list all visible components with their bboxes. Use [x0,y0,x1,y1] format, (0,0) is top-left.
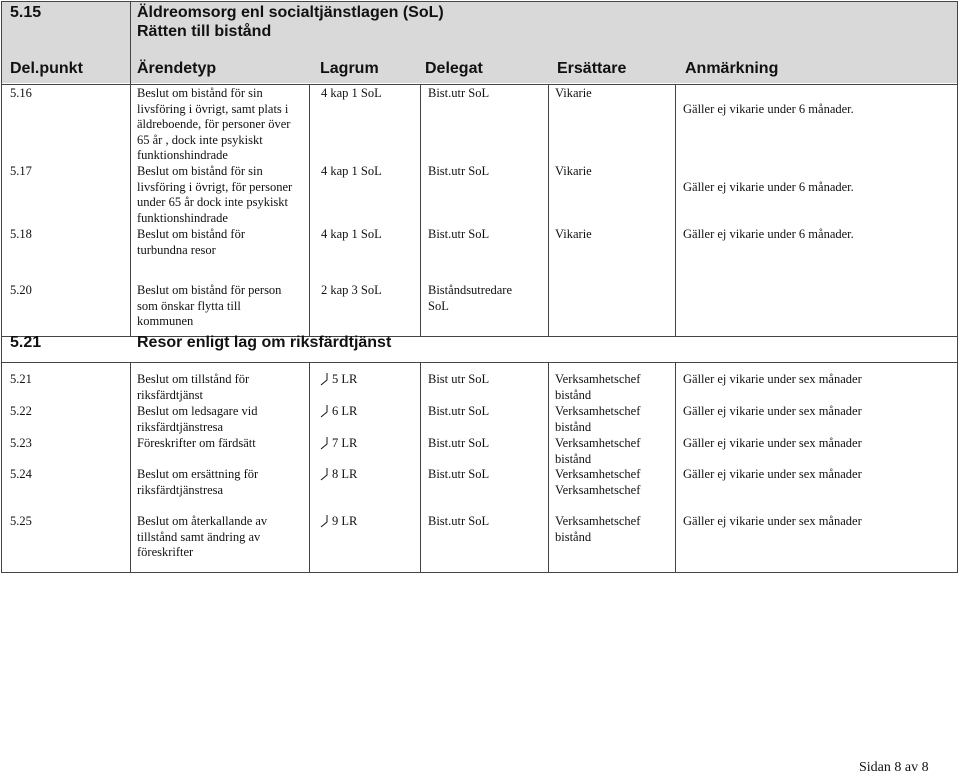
text-line: äldreboende, för personer över [137,117,291,131]
section-title-line-1: Äldreomsorg enl socialtjänstlagen (SoL) [137,4,444,21]
col-divider-2 [309,84,310,336]
text-line: Beslut om tillstånd för [137,372,250,386]
section-mark-icon [320,467,328,480]
text-line: kommunen [137,314,194,328]
text-line: bistånd [555,529,592,544]
row-5-16-number: 5.16 [10,86,32,100]
row-5-21-number: 5.21 [10,372,32,386]
section-mark-icon [320,372,328,385]
row-5-23-lagrum [320,436,357,452]
text-line: Beslut om ledsagare vid [137,404,258,418]
row-5-16-arende [137,86,290,164]
section-mark-icon [320,514,328,527]
row-5-17-arende [137,164,292,226]
page-number: Sidan 8 av 8 [859,760,929,775]
text-line: Verksamhetschef [555,436,641,450]
text-line: som önskar flytta till [137,298,241,313]
row-5-23-arende [137,436,256,452]
row-5-24-lagrum [320,467,357,483]
border-left [1,1,2,573]
col-divider-5b [675,362,676,573]
col-divider-5 [675,84,676,336]
header-delegat: Delegat [425,60,483,77]
header-anmarkning: Anmärkning [685,60,779,77]
row-5-17-anmarkning: Gäller ej vikarie under 6 månader. [683,180,854,194]
row-5-21-delegat: Bist utr SoL [428,372,490,386]
lagrum-text: 5 LR [332,372,358,386]
border-right [957,1,958,573]
row-5-18-arende [137,227,245,258]
col-divider-1 [130,1,131,336]
row-5-20-delegat [428,283,512,314]
row-5-18-ersattare: Vikarie [555,227,592,241]
row-5-21-anmarkning: Gäller ej vikarie under sex månader [683,372,862,386]
lagrum-text: 8 LR [332,467,358,481]
text-line: tillstånd samt ändring av [137,529,261,544]
table-bottom-border [1,572,958,573]
col-divider-3b [420,362,421,573]
subsection-title: Resor enligt lag om riksfärdtjänst [137,334,392,351]
text-line: Beslut om bistånd för sin [137,164,263,178]
row-5-22-arende [137,404,257,435]
row-5-16-ersattare: Vikarie [555,86,592,100]
row-5-16-anmarkning: Gäller ej vikarie under 6 månader. [683,102,854,116]
row-5-25-number: 5.25 [10,514,32,528]
text-line: Verksamhetschef [555,467,641,481]
header-lagrum: Lagrum [320,60,379,77]
row-5-22-anmarkning: Gäller ej vikarie under sex månader [683,404,862,418]
row-5-25-anmarkning: Gäller ej vikarie under sex månader [683,514,862,528]
col-divider-1b [130,362,131,573]
subsection-number: 5.21 [10,334,42,351]
lagrum-text: 6 LR [332,404,358,418]
row-5-23-ersattare [555,436,640,467]
text-line: Beslut om bistånd för person [137,283,282,297]
row-5-24-delegat: Bist.utr SoL [428,467,490,481]
lagrum-text: 7 LR [332,436,358,450]
text-line: under 65 år dock inte psykiskt [137,195,289,209]
text-line: livsföring i övrigt, för personer [137,179,293,194]
section-mark-icon [320,404,328,417]
text-line: Verksamhetschef [555,482,641,497]
row-5-20-number: 5.20 [10,283,32,297]
text-line: Föreskrifter om färdsätt [137,436,256,450]
section-number: 5.15 [10,4,42,21]
text-line: funktionshindrade [137,210,228,225]
text-line: SoL [428,298,449,313]
text-line: föreskrifter [137,545,194,559]
row-5-25-arende [137,514,267,561]
row-5-24-number: 5.24 [10,467,32,481]
table-top-border [1,1,958,2]
text-line: riksfärdtjänstresa [137,419,224,434]
text-line: Verksamhetschef [555,404,641,418]
row-5-22-number: 5.22 [10,404,32,418]
row-5-17-delegat: Bist.utr SoL [428,164,490,178]
section-title [137,3,444,41]
row-5-18-anmarkning: Gäller ej vikarie under 6 månader. [683,227,854,241]
text-line: Verksamhetschef [555,372,641,386]
col-divider-3 [420,84,421,336]
row-5-18-number: 5.18 [10,227,32,241]
row-5-22-delegat: Bist.utr SoL [428,404,490,418]
row-5-21-ersattare [555,372,640,403]
row-5-18-delegat: Bist.utr SoL [428,227,490,241]
row-5-24-anmarkning: Gäller ej vikarie under sex månader [683,467,862,481]
row-5-23-anmarkning: Gäller ej vikarie under sex månader [683,436,862,450]
text-line: funktionshindrade [137,148,228,162]
header-arendetyp: Ärendetyp [137,60,217,77]
col-divider-4b [548,362,549,573]
row-5-21-lagrum [320,372,357,388]
text-line: Beslut om ersättning för [137,467,259,481]
row-5-22-ersattare [555,404,640,435]
text-line: livsföring i övrigt, samt plats i [137,101,289,116]
section-mark-icon [320,436,328,449]
row-5-20-arende [137,283,281,330]
text-line: riksfärdtjänst [137,387,203,402]
lagrum-text: 9 LR [332,514,358,528]
text-line: Beslut om bistånd för sin [137,86,263,100]
row-5-22-lagrum [320,404,357,420]
subsection-bottom-rule [1,362,958,363]
row-5-18-lagrum: 4 kap 1 SoL [321,227,382,241]
row-5-24-ersattare [555,467,640,498]
text-line: Biståndsutredare [428,283,513,297]
row-5-20-lagrum: 2 kap 3 SoL [321,283,382,297]
row-5-17-ersattare: Vikarie [555,164,592,178]
row-5-16-delegat: Bist.utr SoL [428,86,490,100]
text-line: turbundna resor [137,242,216,257]
row-5-17-lagrum: 4 kap 1 SoL [321,164,382,178]
row-5-23-number: 5.23 [10,436,32,450]
row-5-24-arende [137,467,258,498]
text-line: bistånd [555,419,592,434]
text-line: bistånd [555,387,592,402]
header-delpunkt: Del.punkt [10,60,83,77]
text-line: Beslut om bistånd för [137,227,245,241]
text-line: Beslut om återkallande av [137,514,268,528]
text-line: riksfärdtjänstresa [137,482,224,497]
row-5-16-lagrum: 4 kap 1 SoL [321,86,382,100]
header-separator [1,84,958,85]
row-5-25-lagrum [320,514,357,530]
row-5-23-delegat: Bist.utr SoL [428,436,490,450]
row-5-17-number: 5.17 [10,164,32,178]
col-divider-4 [548,84,549,336]
row-5-25-delegat: Bist.utr SoL [428,514,490,528]
row-5-21-arende [137,372,249,403]
text-line: Verksamhetschef [555,514,641,528]
col-divider-2b [309,362,310,573]
row-5-25-ersattare [555,514,640,545]
section-title-line-2: Rätten till bistånd [137,23,272,40]
header-ersattare: Ersättare [557,60,627,77]
text-line: 65 år , dock inte psykiskt [137,132,263,147]
text-line: bistånd [555,451,592,466]
